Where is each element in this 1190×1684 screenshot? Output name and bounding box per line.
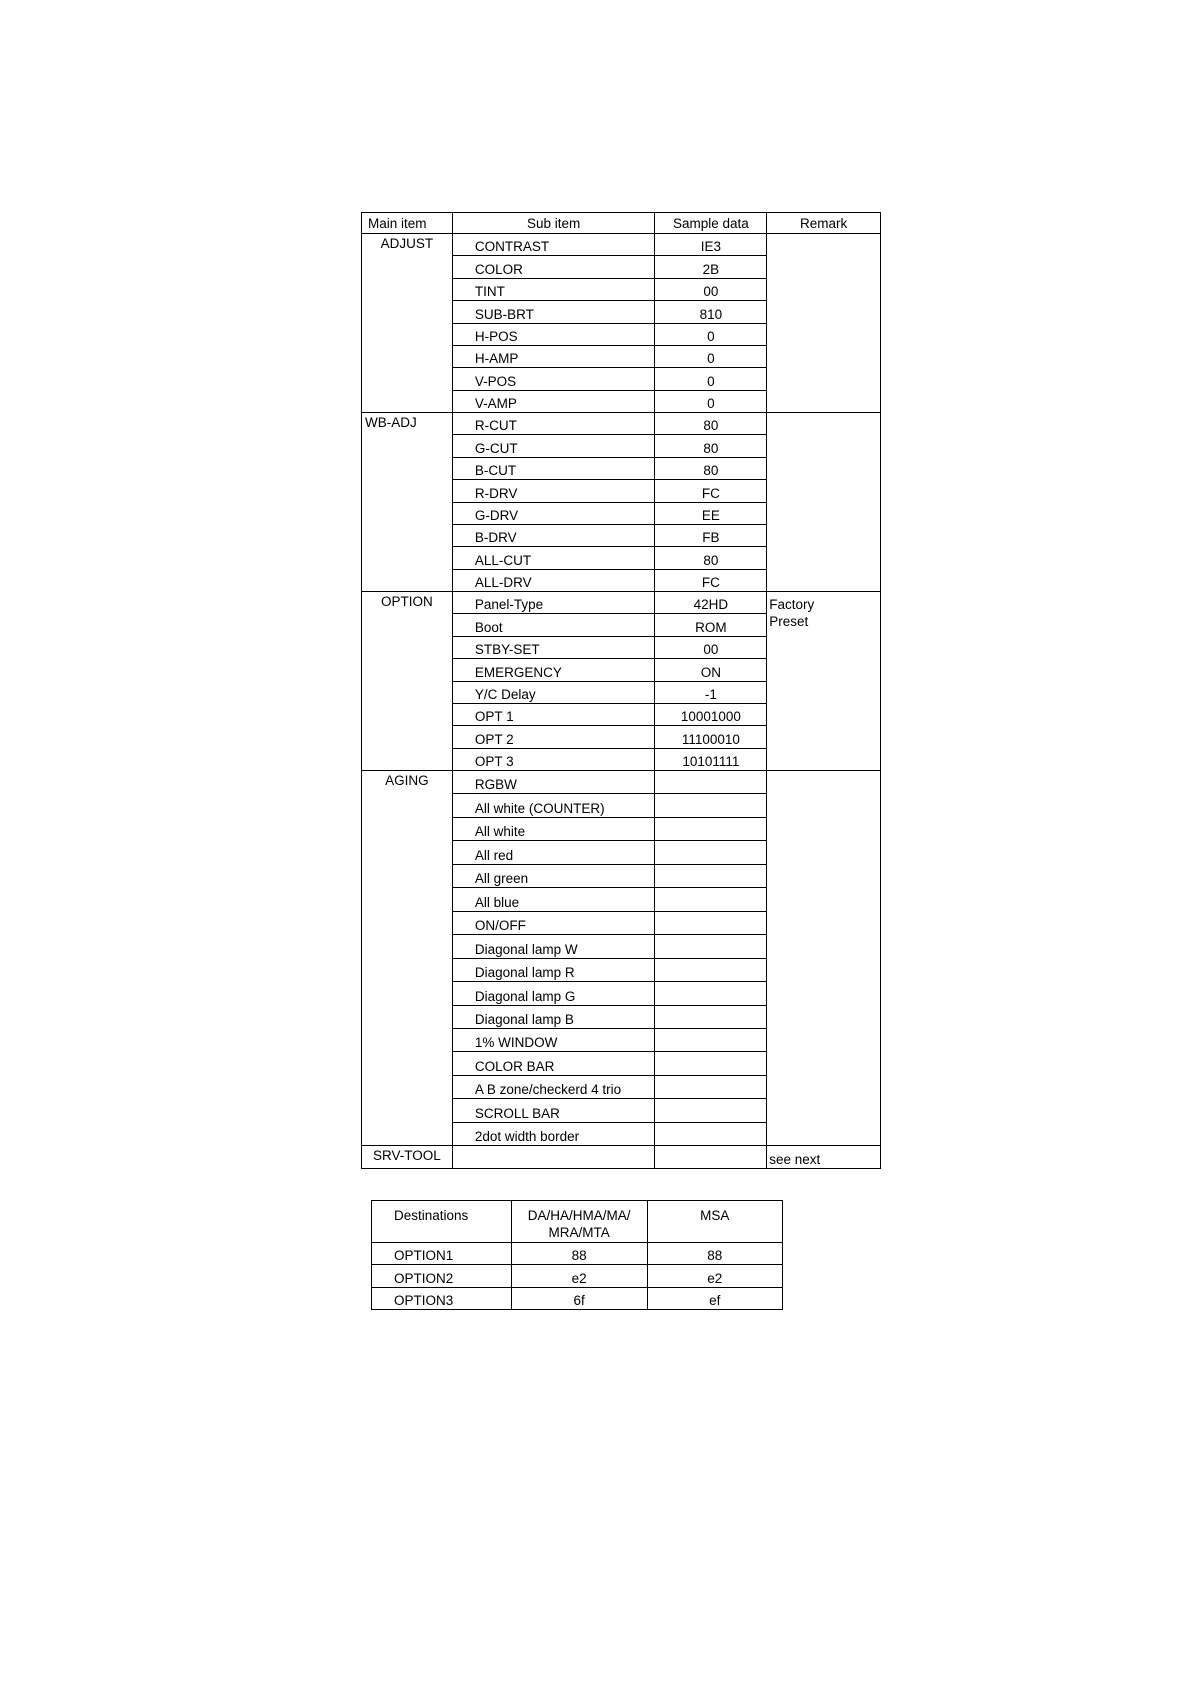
remark-cell [767, 771, 881, 1146]
sample-data-cell: 10101111 [655, 748, 767, 770]
sample-data-cell [655, 1122, 767, 1145]
sub-item-cell: Diagonal lamp G [452, 982, 655, 1005]
sample-data-cell: 0 [655, 368, 767, 390]
sample-data-cell [655, 817, 767, 840]
sub-item-cell: EMERGENCY [452, 659, 655, 681]
sample-data-cell: 00 [655, 278, 767, 300]
table-row [372, 1287, 783, 1309]
sub-item-cell: COLOR BAR [452, 1052, 655, 1075]
table-row [362, 592, 881, 614]
sample-data-cell: 80 [655, 435, 767, 457]
option-name-cell: OPTION1 [372, 1243, 512, 1265]
header-sample-data: Sample data [655, 213, 767, 234]
sample-data-cell: 80 [655, 547, 767, 569]
sub-item-cell: All red [452, 841, 655, 864]
sub-item-cell: B-DRV [452, 524, 655, 546]
sample-data-cell: 42HD [655, 592, 767, 614]
remark-cell [767, 234, 881, 413]
msa-value-cell: ef [647, 1287, 782, 1309]
header-row [362, 213, 881, 234]
sample-data-cell [655, 935, 767, 958]
header-main-item: Main item [362, 213, 453, 234]
da-value-cell: 6f [511, 1287, 647, 1309]
table-row [362, 771, 881, 794]
main-item-cell: AGING [362, 771, 453, 1146]
sub-item-cell: A B zone/checkerd 4 trio [452, 1075, 655, 1098]
sample-data-cell [655, 1005, 767, 1028]
header-da-group: DA/HA/HMA/MA/ MRA/MTA [511, 1201, 647, 1243]
sub-item-cell: 2dot width border [452, 1122, 655, 1145]
sample-data-cell [655, 1028, 767, 1051]
sample-data-cell: 810 [655, 301, 767, 323]
sample-data-cell [655, 1052, 767, 1075]
sub-item-cell: All blue [452, 888, 655, 911]
sub-item-cell: OPT 1 [452, 703, 655, 725]
table-row [362, 1146, 881, 1169]
remark-cell: Factory Preset [767, 592, 881, 771]
table-row [362, 234, 881, 256]
sample-data-cell: 0 [655, 390, 767, 412]
sub-item-cell: G-DRV [452, 502, 655, 524]
sample-data-cell: 11100010 [655, 726, 767, 748]
sub-item-cell: RGBW [452, 771, 655, 794]
sample-data-cell: FC [655, 480, 767, 502]
msa-value-cell: e2 [647, 1265, 782, 1287]
header-remark: Remark [767, 213, 881, 234]
sample-data-cell: 80 [655, 457, 767, 479]
sample-data-cell: ON [655, 659, 767, 681]
sub-item-cell: Panel-Type [452, 592, 655, 614]
sub-item-cell: G-CUT [452, 435, 655, 457]
sub-item-cell: B-CUT [452, 457, 655, 479]
sub-item-cell: Diagonal lamp W [452, 935, 655, 958]
destinations-table [371, 1200, 783, 1310]
sample-data-cell: -1 [655, 681, 767, 703]
dest-header-row [372, 1201, 783, 1243]
sub-item-cell: ALL-DRV [452, 569, 655, 591]
sub-item-cell: Boot [452, 614, 655, 636]
sample-data-cell [655, 888, 767, 911]
main-item-cell: WB-ADJ [362, 413, 453, 592]
header-sub-item: Sub item [452, 213, 655, 234]
remark-cell [767, 413, 881, 592]
sample-data-cell [655, 771, 767, 794]
sample-data-cell [655, 1146, 767, 1169]
settings-table [361, 212, 881, 1169]
header-destinations: Destinations [372, 1201, 512, 1243]
header-msa: MSA [647, 1201, 782, 1243]
sub-item-cell: STBY-SET [452, 636, 655, 658]
sub-item-cell: SUB-BRT [452, 301, 655, 323]
sub-item-cell: CONTRAST [452, 234, 655, 256]
sample-data-cell [655, 958, 767, 981]
sub-item-cell: V-POS [452, 368, 655, 390]
sample-data-cell [655, 982, 767, 1005]
sub-item-cell: All green [452, 864, 655, 887]
table-row [372, 1243, 783, 1265]
sub-item-cell: Diagonal lamp B [452, 1005, 655, 1028]
msa-value-cell: 88 [647, 1243, 782, 1265]
main-item-cell: ADJUST [362, 234, 453, 413]
sample-data-cell: ROM [655, 614, 767, 636]
sub-item-cell: H-AMP [452, 345, 655, 367]
main-item-cell: OPTION [362, 592, 453, 771]
table-row [372, 1265, 783, 1287]
sub-item-cell: ON/OFF [452, 911, 655, 934]
sub-item-cell: All white [452, 817, 655, 840]
sample-data-cell [655, 911, 767, 934]
sample-data-cell [655, 1075, 767, 1098]
sample-data-cell [655, 794, 767, 817]
da-value-cell: 88 [511, 1243, 647, 1265]
sub-item-cell [452, 1146, 655, 1169]
main-item-cell: SRV-TOOL [362, 1146, 453, 1169]
sub-item-cell: Diagonal lamp R [452, 958, 655, 981]
sample-data-cell: IE3 [655, 234, 767, 256]
sample-data-cell: 00 [655, 636, 767, 658]
sample-data-cell [655, 1099, 767, 1122]
remark-cell: see next [767, 1146, 881, 1169]
sub-item-cell: H-POS [452, 323, 655, 345]
sample-data-cell [655, 864, 767, 887]
sample-data-cell: FB [655, 524, 767, 546]
option-name-cell: OPTION3 [372, 1287, 512, 1309]
sub-item-cell: TINT [452, 278, 655, 300]
sub-item-cell: ALL-CUT [452, 547, 655, 569]
sub-item-cell: R-CUT [452, 413, 655, 435]
sample-data-cell: FC [655, 569, 767, 591]
sample-data-cell: EE [655, 502, 767, 524]
sub-item-cell: All white (COUNTER) [452, 794, 655, 817]
sample-data-cell [655, 841, 767, 864]
da-value-cell: e2 [511, 1265, 647, 1287]
sub-item-cell: 1% WINDOW [452, 1028, 655, 1051]
sub-item-cell: Y/C Delay [452, 681, 655, 703]
sample-data-cell: 0 [655, 323, 767, 345]
sub-item-cell: COLOR [452, 256, 655, 278]
sub-item-cell: R-DRV [452, 480, 655, 502]
sample-data-cell: 10001000 [655, 703, 767, 725]
sub-item-cell: V-AMP [452, 390, 655, 412]
sub-item-cell: SCROLL BAR [452, 1099, 655, 1122]
sample-data-cell: 80 [655, 413, 767, 435]
sample-data-cell: 2B [655, 256, 767, 278]
sub-item-cell: OPT 3 [452, 748, 655, 770]
sub-item-cell: OPT 2 [452, 726, 655, 748]
table-row [362, 413, 881, 435]
option-name-cell: OPTION2 [372, 1265, 512, 1287]
sample-data-cell: 0 [655, 345, 767, 367]
